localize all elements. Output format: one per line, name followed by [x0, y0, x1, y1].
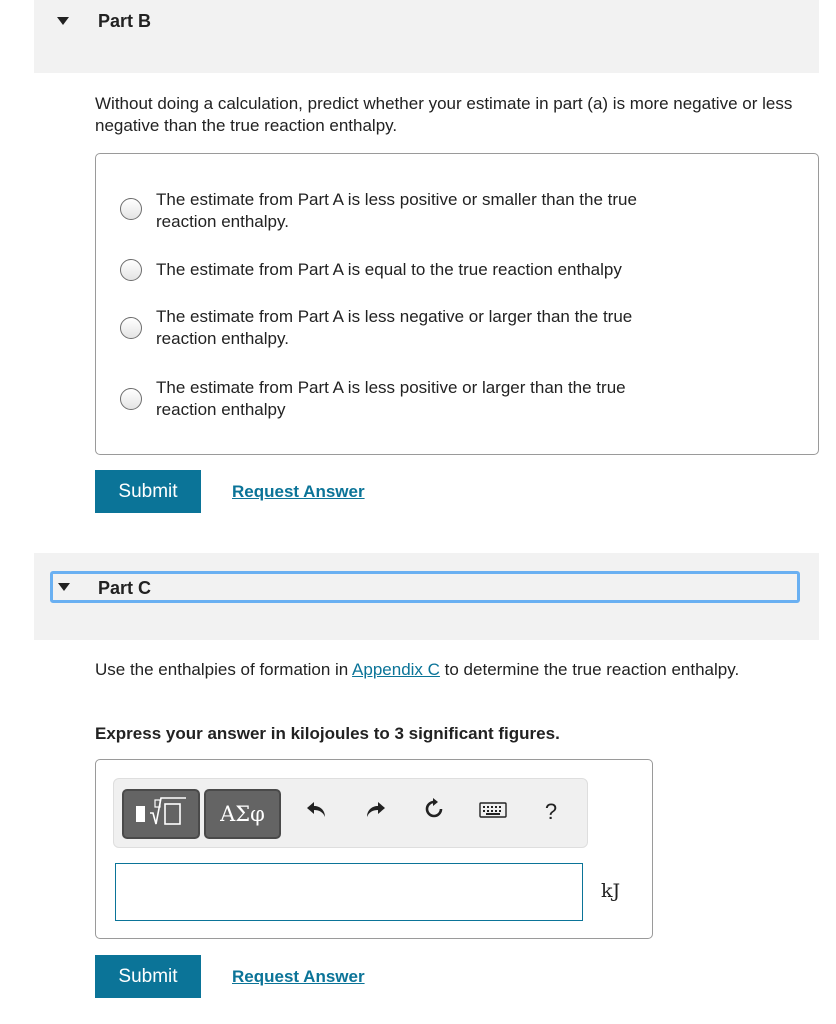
part-b-title: Part B — [98, 11, 152, 31]
option-1-line-2: reaction enthalpy. — [156, 212, 289, 231]
part-c-submit-button[interactable]: Submit — [95, 955, 201, 998]
option-3-line-2: reaction enthalpy. — [156, 329, 289, 348]
templates-button[interactable] — [122, 789, 200, 839]
answer-input[interactable] — [115, 863, 583, 921]
part-b-request-answer-link[interactable]: Request Answer — [232, 482, 365, 501]
option-4-line-2: reaction enthalpy — [156, 400, 286, 419]
unit-label: kJ — [601, 880, 621, 902]
part-b-submit-button[interactable]: Submit — [95, 470, 201, 513]
part-c-request-answer-link[interactable]: Request Answer — [232, 967, 365, 986]
option-4[interactable] — [96, 376, 816, 426]
collapse-caret-icon[interactable] — [58, 583, 70, 591]
option-1-line-1: The estimate from Part A is less positive or smaller than the true — [156, 190, 637, 209]
part-c-question-text-2: to determine the true reaction enthalpy. — [439, 660, 740, 679]
answer-box — [95, 759, 653, 939]
answer-options — [95, 153, 819, 455]
option-1[interactable] — [96, 186, 816, 236]
part-c-header-focus-ring[interactable] — [50, 571, 800, 603]
appendix-c-link[interactable]: Appendix C — [352, 660, 440, 679]
option-2[interactable] — [96, 258, 816, 308]
help-button[interactable]: ? — [544, 799, 558, 824]
greek-symbols-button[interactable]: ΑΣφ — [204, 789, 281, 839]
part-b-question: Without doing a calculation, predict whether your estimate in part (a) is more negative or less negative than the true reaction enthalpy. — [95, 94, 793, 135]
reset-icon[interactable] — [419, 797, 449, 831]
option-4-line-1: The estimate from Part A is less positive or larger than the true — [156, 378, 626, 397]
part-b-header[interactable] — [34, 0, 819, 73]
radio-option-2[interactable] — [120, 259, 142, 281]
collapse-caret-icon[interactable] — [57, 17, 69, 25]
undo-icon[interactable] — [302, 797, 332, 831]
radio-option-4[interactable] — [120, 388, 142, 410]
option-3-line-1: The estimate from Part A is less negative or larger than the true — [156, 307, 633, 326]
templates-icon — [124, 791, 198, 837]
part-c-instruction: Express your answer in kilojoules to 3 significant figures. — [95, 724, 560, 743]
part-c-question — [95, 659, 795, 681]
part-c-title: Part C — [98, 578, 152, 598]
option-2-line-1: The estimate from Part A is equal to the true reaction enthalpy — [156, 260, 622, 279]
redo-icon[interactable] — [360, 797, 390, 831]
part-c-question-text-1: Use the enthalpies of formation in — [95, 660, 353, 679]
option-3[interactable] — [96, 304, 816, 354]
math-toolbar — [113, 778, 588, 848]
radio-option-3[interactable] — [120, 317, 142, 339]
radio-option-1[interactable] — [120, 198, 142, 220]
keyboard-icon[interactable] — [476, 797, 510, 831]
